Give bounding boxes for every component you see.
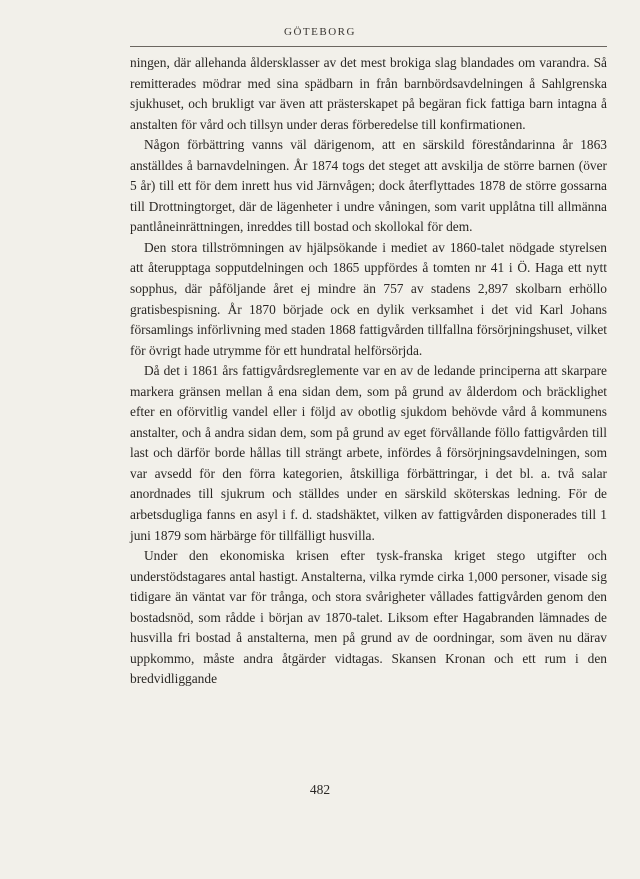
running-head: GÖTEBORG — [284, 26, 356, 38]
paragraph: Någon förbättring vanns väl därigenom, att en särskild föreståndarinna år 1863 anställdes å barnavdelningen. År 1874 togs det steget att avskilja de större barnen (över 5 år) till ett för dem inrett hus vid Järnvågen; dock återflyttades 1878 de större gossarna till Drottningtorget, där de lägenheter i undre våningen, som varit upplåtna till allmänna pantlåneinrättningen, inreddes till bostad och skollokal för dem. — [130, 137, 607, 235]
paragraph-continued: ningen, där allehanda åldersklasser av det mest brokiga slag blandades om varandra. Så remitterades mödrar med sina spädbarn in från barnbördsavdelningen å Sahlgrenska sjukhuset, och brukligt var även att prästerskapet på begäran fick fattiga barn intagna å anstalten för vård och tillsyn under deras förberedelse till konfirmationen. — [130, 55, 607, 132]
header-rule — [130, 46, 607, 47]
body-text — [130, 53, 607, 690]
paragraph: Under den ekonomiska krisen efter tysk-franska kriget stego utgifter och understödstagares antal hastigt. Anstalterna, vilka rymde cirka 1,000 personer, visade sig tidigare än väntat var för trånga, och stora svårigheter vållades fattigvården genom den bostadsnöd, som rådde i början av 1870-talet. Liksom efter Hagabranden lämnades de husvilla fri bostad å anstalterna, men på grund av de oordningar, som även nu därav uppkommo, måste andra åtgärder vidtagas. Skansen Kronan och ett rum i den bredvidliggande — [130, 548, 607, 687]
paragraph: Då det i 1861 års fattigvårdsreglemente var en av de ledande principerna att skarpare markera gränsen mellan å ena sidan dem, som på grund av ålderdom och bräcklighet efter en oförvitlig vandel eller i följd av obotlig sjukdom behövde vård å kommunens anstalter, och å andra sidan dem, som på grund av eget förvållande föllo fattigvården till last och därför borde hållas till strängt arbete, infördes å försörjningsavdelningen, som var avsedd för den förra kategorien, åtskilliga förbättringar, i det bl. a. två salar anordnades till sjukrum och ställdes under en särskild sköterskas ledning. För de arbetsdugliga fanns en asyl i f. d. stadshäktet, vilken av fattigvården disponerades till 1 juni 1879 som härbärge för tillfälligt husvilla. — [130, 363, 607, 543]
paragraph: Den stora tillströmningen av hjälpsökande i mediet av 1860-talet nödgade styrelsen att återupptaga sopputdelningen och 1865 uppfördes å tomten nr 41 i Ö. Haga ett nytt sopphus, där påföljande året ej mindre än 757 av stadens 2,897 skolbarn erhöllo gratisbespisning. År 1870 började ock en dylik verksamhet i det vid Karl Johans församlings införlivning med staden 1868 fattigvården tillfallna försörjningshuset, vilket för övrigt hade utrymme för ett hundratal helförsörjda. — [130, 239, 607, 358]
page-number: 482 — [309, 782, 331, 797]
